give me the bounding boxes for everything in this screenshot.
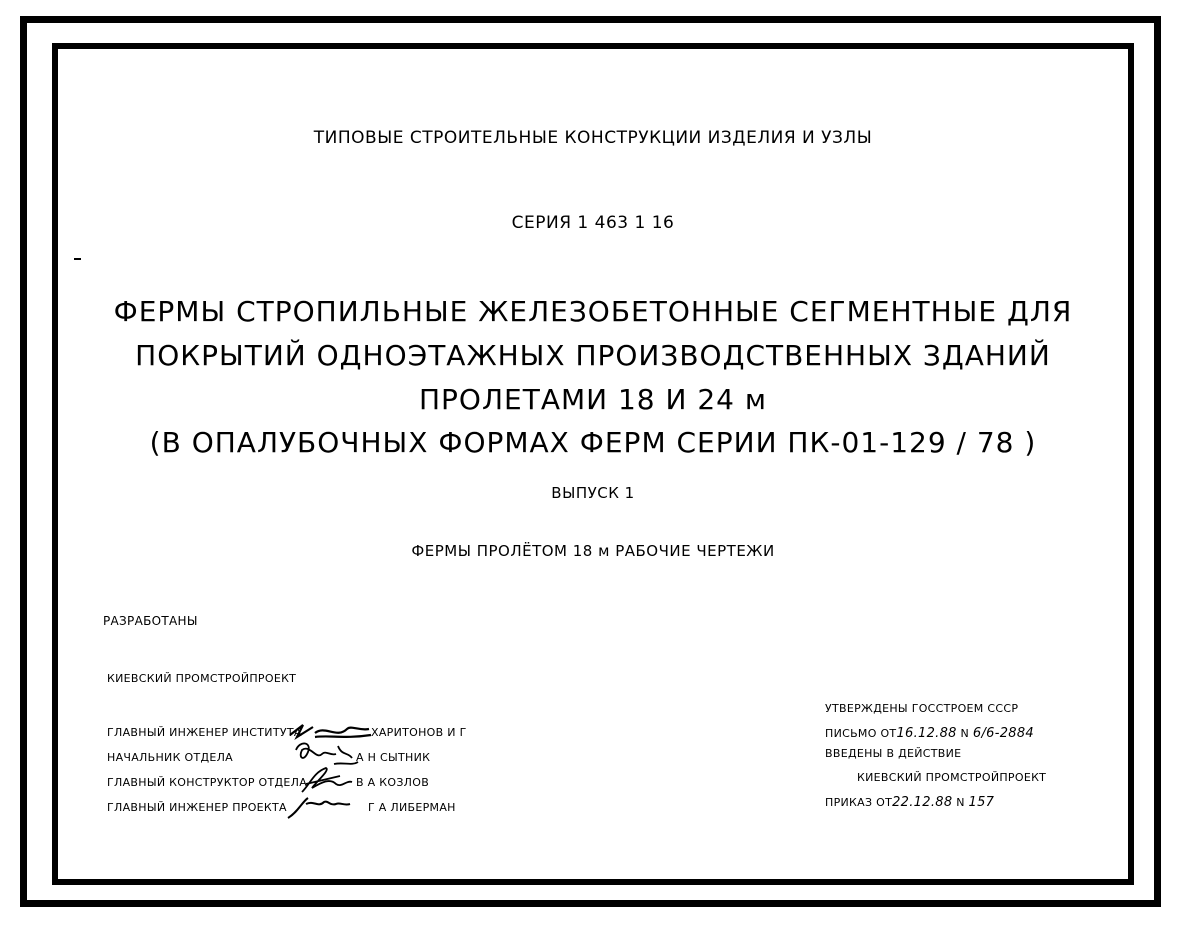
name-chief-engineer-institute: ХАРИТОНОВ И Г xyxy=(371,726,467,739)
developed-label: РАЗРАБОТАНЫ xyxy=(103,614,198,628)
approval-org: КИЕВСКИЙ ПРОМСТРОЙПРОЕКТ xyxy=(857,771,1047,784)
letter-number: 6/6-2884 xyxy=(972,726,1034,741)
title-line-1: ФЕРМЫ СТРОПИЛЬНЫЕ ЖЕЛЕЗОБЕТОННЫЕ СЕГМЕНТНЫЕ ДЛЯ xyxy=(113,295,1073,328)
signature-chief-project-engineer xyxy=(284,792,354,822)
order-prefix: ПРИКАЗ ОТ xyxy=(825,796,893,809)
stray-mark xyxy=(74,258,81,260)
approved-by: УТВЕРЖДЕНЫ ГОССТРОЕМ СССР xyxy=(825,702,1019,715)
title-line-3: ПРОЛЕТАМИ 18 И 24 м xyxy=(418,383,767,416)
role-department-head: НАЧАЛЬНИК ОТДЕЛА xyxy=(107,751,234,764)
order-number: 157 xyxy=(968,795,995,810)
title-line-4: (В ОПАЛУБОЧНЫХ ФОРМАХ ФЕРМ СЕРИИ ПК-01-129 / 78 ) xyxy=(149,426,1037,459)
role-chief-designer: ГЛАВНЫЙ КОНСТРУКТОР ОТДЕЛА xyxy=(107,776,308,789)
document-subtitle: ФЕРМЫ ПРОЛЁТОМ 18 м РАБОЧИЕ ЧЕРТЕЖИ xyxy=(411,542,775,560)
letter-line xyxy=(825,726,1034,741)
letter-prefix: ПИСЬМО ОТ xyxy=(825,727,897,740)
name-department-head: А Н СЫТНИК xyxy=(356,751,431,764)
role-chief-engineer-institute: ГЛАВНЫЙ ИНЖЕНЕР ИНСТИТУТА xyxy=(107,726,302,739)
introduced-label: ВВЕДЕНЫ В ДЕЙСТВИЕ xyxy=(825,747,962,760)
order-n: N xyxy=(956,796,965,809)
letter-date: 16.12.88 xyxy=(896,726,957,741)
series-number: СЕРИЯ 1 463 1 16 xyxy=(511,213,675,233)
developer-org: КИЕВСКИЙ ПРОМСТРОЙПРОЕКТ xyxy=(107,672,297,685)
issue-number: ВЫПУСК 1 xyxy=(551,484,635,502)
title-line-2: ПОКРЫТИЙ ОДНОЭТАЖНЫХ ПРОИЗВОДСТВЕННЫХ ЗДАНИЙ xyxy=(135,339,1051,372)
role-chief-project-engineer: ГЛАВНЫЙ ИНЖЕНЕР ПРОЕКТА xyxy=(107,801,287,814)
order-date: 22.12.88 xyxy=(892,795,953,810)
name-chief-project-engineer: Г А ЛИБЕРМАН xyxy=(368,801,456,814)
order-line xyxy=(825,795,994,810)
letter-n: N xyxy=(960,727,970,740)
name-chief-designer: В А КОЗЛОВ xyxy=(356,776,430,789)
series-heading: ТИПОВЫЕ СТРОИТЕЛЬНЫЕ КОНСТРУКЦИИ ИЗДЕЛИЯ И УЗЛЫ xyxy=(313,128,873,148)
